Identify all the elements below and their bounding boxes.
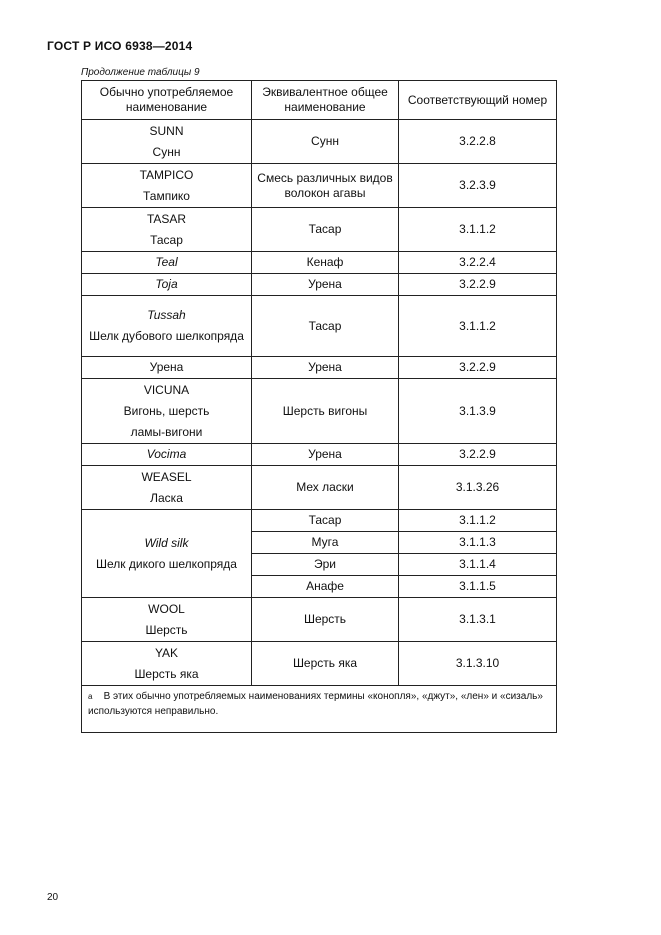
common-name-russian: Ласка <box>150 490 183 505</box>
table-row <box>82 274 557 296</box>
column-header-number: Соответствующий номер <box>399 81 557 120</box>
common-name-latin: Wild silk <box>144 535 189 550</box>
common-name-cell: Урена <box>82 357 252 379</box>
number-cell: 3.1.3.9 <box>399 379 557 444</box>
common-name-cell <box>82 164 252 208</box>
common-name-cell <box>82 120 252 164</box>
column-header-equivalent-name: Эквивалентное общее наименование <box>252 81 399 120</box>
common-name-russian: Шерсть яка <box>134 666 199 681</box>
footnote-text: В этих обычно употребляемых наименованиях термины «конопля», «джут», «лен» и «сизаль» используются неправильно. <box>88 691 543 717</box>
common-name-cell <box>82 466 252 510</box>
common-name-russian: Вигонь, шерсть <box>123 403 210 418</box>
number-cell: 3.2.2.4 <box>399 252 557 274</box>
footnote-row <box>82 686 557 733</box>
table-row <box>82 208 557 252</box>
equivalent-name-cell: Анафе <box>252 576 399 598</box>
equivalent-name-cell: Эри <box>252 554 399 576</box>
common-name-russian: Тасар <box>150 232 183 247</box>
common-name-cell <box>82 598 252 642</box>
common-name-latin: WOOL <box>148 601 185 616</box>
number-cell: 3.1.3.26 <box>399 466 557 510</box>
number-cell: 3.2.2.9 <box>399 274 557 296</box>
document-header: ГОСТ Р ИСО 6938—2014 <box>47 39 193 53</box>
equivalent-name-cell: Мех ласки <box>252 466 399 510</box>
common-name-latin: TAMPICO <box>139 167 194 182</box>
common-name-latin: SUNN <box>149 123 184 138</box>
common-name-russian: Сунн <box>152 144 181 159</box>
table-row <box>82 357 557 379</box>
common-name-cell <box>82 379 252 444</box>
number-cell: 3.1.3.1 <box>399 598 557 642</box>
table-row <box>82 466 557 510</box>
common-name-latin: WEASEL <box>141 469 192 484</box>
table-row <box>82 642 557 686</box>
number-cell: 3.1.1.3 <box>399 532 557 554</box>
common-name-cell <box>82 208 252 252</box>
number-cell: 3.1.1.2 <box>399 208 557 252</box>
table-row <box>82 252 557 274</box>
number-cell: 3.2.2.9 <box>399 357 557 379</box>
number-cell: 3.1.3.10 <box>399 642 557 686</box>
equivalent-name-cell: Тасар <box>252 510 399 532</box>
common-name-cell <box>82 296 252 357</box>
common-name-russian: Шелк дубового шелкопряда <box>89 329 244 343</box>
table-row <box>82 379 557 444</box>
table-caption: Продолжение таблицы 9 <box>81 67 200 78</box>
common-name-latin: YAK <box>154 645 179 660</box>
footnote-cell <box>82 686 557 733</box>
number-cell: 3.1.1.2 <box>399 296 557 357</box>
equivalent-name-cell: Тасар <box>252 208 399 252</box>
common-name-latin: VICUNA <box>143 382 190 397</box>
equivalent-name-cell: Муга <box>252 532 399 554</box>
common-name-russian: Шерсть <box>145 622 188 637</box>
number-cell: 3.1.1.5 <box>399 576 557 598</box>
equivalent-name-cell: Урена <box>252 357 399 379</box>
equivalent-name-cell: Сунн <box>252 120 399 164</box>
equivalent-name-cell: Урена <box>252 444 399 466</box>
table-row <box>82 164 557 208</box>
common-name-russian: Шелк дикого шелкопряда <box>96 556 237 571</box>
common-name-cell <box>82 510 252 598</box>
page-number: 20 <box>47 892 59 903</box>
equivalent-name-cell: Шерсть яка <box>252 642 399 686</box>
common-name-latin: Teal <box>82 252 252 274</box>
table-row <box>82 598 557 642</box>
table-row <box>82 296 557 357</box>
table-row <box>82 444 557 466</box>
equivalent-name-cell: Смесь различных видов волокон агавы <box>252 164 399 208</box>
number-cell: 3.2.2.8 <box>399 120 557 164</box>
equivalent-name-cell: Кенаф <box>252 252 399 274</box>
common-name-latin: Vocima <box>82 444 252 466</box>
common-name-latin: Toja <box>82 274 252 296</box>
equivalent-name-cell: Урена <box>252 274 399 296</box>
common-name-russian: Тампико <box>143 188 190 203</box>
table-header-row <box>82 81 557 120</box>
common-name-russian-cont: ламы-вигони <box>130 424 203 439</box>
table-row <box>82 120 557 164</box>
footnote-marker: а <box>88 692 93 701</box>
number-cell: 3.1.1.2 <box>399 510 557 532</box>
common-name-latin: TASAR <box>146 211 187 226</box>
number-cell: 3.1.1.4 <box>399 554 557 576</box>
common-name-latin: Tussah <box>147 308 186 322</box>
equivalent-name-cell: Шерсть вигоны <box>252 379 399 444</box>
common-name-cell <box>82 642 252 686</box>
terms-table <box>81 80 557 733</box>
column-header-common-name: Обычно употребляемое наименование <box>82 81 252 120</box>
table-row <box>82 510 557 532</box>
equivalent-name-cell: Тасар <box>252 296 399 357</box>
number-cell: 3.2.2.9 <box>399 444 557 466</box>
number-cell: 3.2.3.9 <box>399 164 557 208</box>
equivalent-name-cell: Шерсть <box>252 598 399 642</box>
